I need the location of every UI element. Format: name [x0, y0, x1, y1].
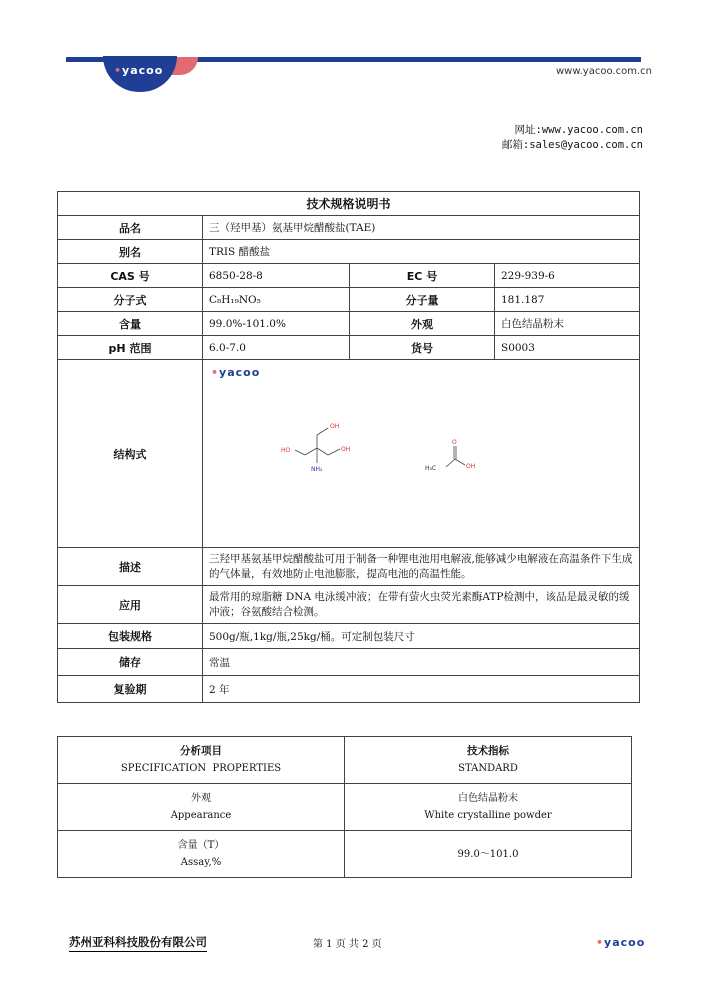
spec-header-item-cn: 分析项目	[180, 745, 222, 757]
label-retest: 复验期	[58, 676, 203, 703]
value-product-name: 三（羟甲基）氨基甲烷醋酸盐(TAE)	[203, 216, 640, 240]
value-description: 三羟甲基氨基甲烷醋酸盐可用于制备一种锂电池用电解液,能够减少电解液在高温条件下生成的气体量，有效地防止电池膨胀，提高电池的高温性能。	[203, 548, 640, 586]
structure-atom-1: HO	[281, 447, 291, 454]
spec-item-cn: 含量（T）	[177, 840, 225, 851]
label-ph: pH 范围	[58, 336, 203, 360]
value-packaging: 500g/瓶,1kg/瓶,25kg/桶。可定制包装尺寸	[203, 624, 640, 649]
value-ec: 229-939-6	[495, 264, 640, 288]
footer-logo: •yacoo	[596, 936, 646, 949]
label-cas: CAS 号	[58, 264, 203, 288]
structure-atom-6: O	[452, 439, 457, 446]
website-line: 网址:www.yacoo.com.cn	[514, 124, 643, 136]
label-product-name: 品名	[58, 216, 203, 240]
value-formula: C₈H₁₉NO₅	[203, 288, 350, 312]
label-structure: 结构式	[58, 360, 203, 548]
spec-standard-cn: 白色结晶粉末	[458, 793, 518, 804]
value-application: 最常用的琼脂糖 DNA 电泳缓冲液；在带有萤火虫荧光素酶ATP检测中，该品是最灵敏的缓冲液；谷氨酸结合检测。	[203, 586, 640, 624]
value-storage: 常温	[203, 649, 640, 676]
value-sku: S0003	[495, 336, 640, 360]
value-ph: 6.0-7.0	[203, 336, 350, 360]
label-alias: 别名	[58, 240, 203, 264]
spec-header-standard-cn: 技术指标	[467, 745, 509, 757]
value-appearance: 白色结晶粉末	[495, 312, 640, 336]
spec-item-cn: 外观	[191, 793, 211, 804]
label-formula: 分子式	[58, 288, 203, 312]
structure-atom-2: OH	[330, 423, 340, 430]
value-retest: 2 年	[203, 676, 640, 703]
structure-atom-5: H₃C	[425, 465, 437, 472]
label-packaging: 包装规格	[58, 624, 203, 649]
value-cas: 6850-28-8	[203, 264, 350, 288]
structure-cell	[203, 360, 640, 548]
spec-standard-en: White crystalline powder	[424, 810, 552, 821]
spec-standard-cn: 99.0～101.0	[457, 848, 519, 860]
label-ec: EC 号	[350, 264, 495, 288]
value-content: 99.0%-101.0%	[203, 312, 350, 336]
specifications-table	[57, 736, 632, 878]
label-sku: 货号	[350, 336, 495, 360]
spec-item-en: Appearance	[170, 810, 232, 821]
label-application: 应用	[58, 586, 203, 624]
spec-sheet-title: 技术规格说明书	[58, 192, 640, 216]
label-appearance: 外观	[350, 312, 495, 336]
structure-atom-3: OH	[341, 446, 351, 453]
footer-page-number: 第 1 页 共 2 页	[313, 939, 382, 950]
value-alias: TRIS 醋酸盐	[203, 240, 640, 264]
footer-company: 苏州亚科科技股份有限公司	[69, 934, 207, 952]
spec-item-cell	[58, 784, 345, 831]
spec-standard-cell	[345, 831, 632, 878]
email-line: 邮箱:sales@yacoo.com.cn	[501, 139, 643, 151]
spec-header-standard	[345, 737, 632, 784]
label-storage: 储存	[58, 649, 203, 676]
spec-item-cell	[58, 831, 345, 878]
spec-header-standard-en: STANDARD	[458, 763, 518, 774]
spec-header-item	[58, 737, 345, 784]
label-mw: 分子量	[350, 288, 495, 312]
label-description: 描述	[58, 548, 203, 586]
header-logo: •yacoo	[114, 64, 164, 77]
spec-sheet-table	[57, 191, 640, 703]
table-row	[58, 831, 632, 878]
spec-standard-cell	[345, 784, 632, 831]
structure-logo: •yacoo	[211, 366, 261, 379]
structure-atom-7: OH	[466, 463, 476, 470]
header-url: www.yacoo.com.cn	[556, 66, 652, 77]
label-content: 含量	[58, 312, 203, 336]
structure-atom-4: NH₂	[311, 466, 323, 473]
spec-header-item-en: SPECIFICATION PROPERTIES	[120, 763, 282, 774]
structure-diagram	[253, 415, 553, 545]
value-mw: 181.187	[495, 288, 640, 312]
spec-item-en: Assay,%	[180, 857, 222, 868]
table-row	[58, 784, 632, 831]
